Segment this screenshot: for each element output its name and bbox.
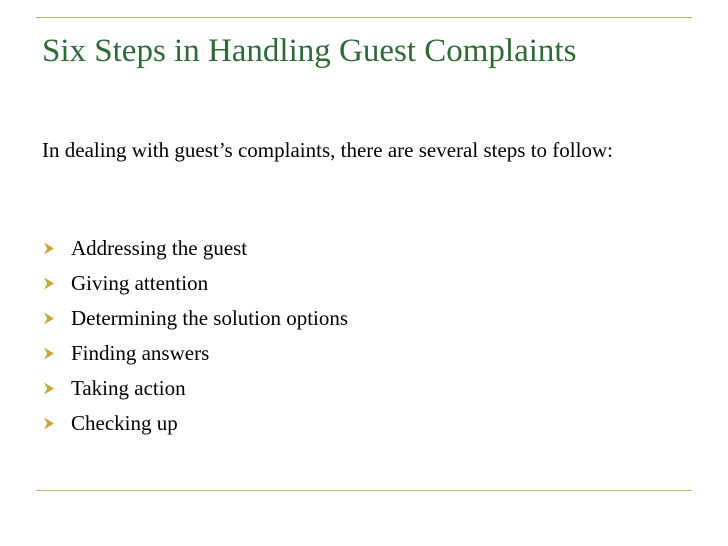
arrowhead-bullet-icon [43, 277, 55, 290]
list-item-label: Determining the solution options [71, 306, 349, 330]
top-divider [36, 17, 692, 18]
list-item-label: Checking up [71, 411, 178, 435]
arrowhead-bullet-icon [43, 347, 55, 360]
list-item [42, 268, 348, 303]
arrowhead-bullet-icon [43, 417, 55, 430]
arrowhead-bullet-icon [43, 312, 55, 325]
arrowhead-bullet-icon [43, 242, 55, 255]
list-item [42, 233, 348, 268]
list-item-label: Addressing the guest [71, 236, 248, 260]
arrowhead-bullet-icon [43, 382, 55, 395]
list-item-label: Giving attention [71, 271, 209, 295]
list-item [42, 303, 348, 338]
steps-list [42, 233, 348, 443]
list-item-label: Taking action [71, 376, 186, 400]
list-item [42, 408, 348, 443]
bottom-divider [36, 490, 692, 491]
slide-title: Six Steps in Handling Guest Complaints [42, 33, 577, 69]
list-item [42, 338, 348, 373]
list-item [42, 373, 348, 408]
list-item-label: Finding answers [71, 341, 210, 365]
intro-paragraph: In dealing with guest’s complaints, there are several steps to follow: [42, 138, 613, 162]
